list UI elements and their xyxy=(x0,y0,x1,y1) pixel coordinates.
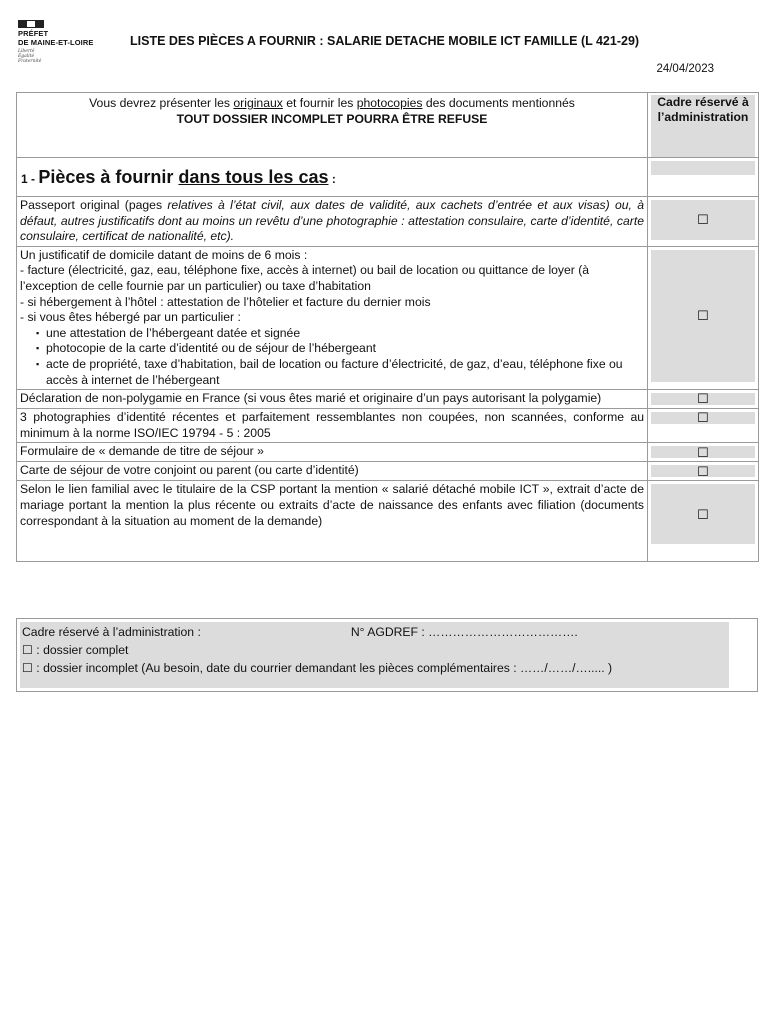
lien-familial-cell: Selon le lien familial avec le titulaire de la CSP portant la mention « salarié détaché mobile ICT », extrait d’acte de mariage portant la mention la plus récente ou extraits d’acte de naissance des enfants avec filiation (documents correspondant à la situation au moment de la demande) xyxy=(17,481,648,562)
incomplete-warning: TOUT DOSSIER INCOMPLET POURRA ÊTRE REFUSE xyxy=(176,111,488,126)
admin-reserved-shade xyxy=(20,622,729,688)
section-title-emphasis: dans tous les cas xyxy=(178,167,329,187)
list-item: ▪ une attestation de l’hébergeant datée et signée xyxy=(46,326,644,342)
passport-details: relatives à l’état civil, aux dates de validité, aux cachets d’entrée et aux visas) ou, à défaut, autres justificatifs dont au moins un revêtu d’une photographie : attestation consulaire, carte d’identité, carte consulaire, certificat de nationalité, etc). xyxy=(20,198,644,244)
passport-text: Passeport original (pages xyxy=(20,198,168,212)
logo-line-2: DE MAINE-ET-LOIRE xyxy=(18,37,94,47)
domicile-line-1: Un justificatif de domicile datant de moins de 6 mois : xyxy=(20,247,308,262)
passport-checkbox[interactable]: ☐ xyxy=(651,200,755,240)
section-title xyxy=(17,158,648,197)
carte-conjoint-check-cell xyxy=(648,462,759,481)
instructions-text xyxy=(20,96,644,112)
domicile-check-cell xyxy=(648,246,759,389)
motto-fraternite: Fraternité xyxy=(18,59,42,64)
table-row xyxy=(17,409,759,443)
table-row xyxy=(17,390,759,409)
lien-familial-checkbox[interactable]: ☐ xyxy=(651,484,755,544)
section-row xyxy=(17,158,759,197)
formulaire-cell: Formulaire de « demande de titre de séjour » xyxy=(17,443,648,462)
table-row xyxy=(17,481,759,562)
table-row xyxy=(17,462,759,481)
admin-header-label: Cadre réservé à l’administration xyxy=(651,95,755,157)
logo-motto xyxy=(18,49,118,64)
polygamie-checkbox[interactable]: ☐ xyxy=(651,393,755,405)
originals-word: originaux xyxy=(233,96,283,110)
admin-reserved-box xyxy=(16,618,758,692)
list-item: ▪ acte de propriété, taxe d’habitation, bail de location ou facture d’électricité, de gaz, d’eau, téléphone fixe ou accès à internet de l’hébergeant xyxy=(46,357,644,388)
polygamie-cell: Déclaration de non-polygamie en France (si vous êtes marié et originaire d’un pays autorisant la polygamie) xyxy=(17,390,648,409)
lien-familial-check-cell xyxy=(648,481,759,562)
section-title-colon: : xyxy=(328,172,336,186)
photos-check-cell xyxy=(648,409,759,443)
carte-conjoint-checkbox[interactable]: ☐ xyxy=(651,465,755,477)
domicile-checkbox[interactable]: ☐ xyxy=(651,250,755,382)
document-title: LISTE DES PIÈCES A FOURNIR : SALARIE DETACHE MOBILE ICT FAMILLE (L 421-29) xyxy=(130,34,640,48)
motto-liberte: Liberté xyxy=(18,49,35,54)
section-admin-shade xyxy=(651,161,755,175)
formulaire-checkbox[interactable]: ☐ xyxy=(651,446,755,458)
domicile-line-3: - si hébergement à l’hôtel : attestation de l’hôtelier et facture du dernier mois xyxy=(20,294,431,309)
intro-text: Vous devrez présenter les xyxy=(89,96,234,110)
photos-checkbox[interactable]: ☐ xyxy=(651,412,755,424)
domicile-line-2: - facture (électricité, gaz, eau, téléphone fixe, accès à internet) ou bail de location ou quittance de loyer (à l’exception de celle fournie par un particulier) ou taxe d’habitation xyxy=(20,263,590,293)
polygamie-check-cell xyxy=(648,390,759,409)
dossier-complet-checkbox[interactable]: ☐ : dossier complet xyxy=(22,643,129,657)
table-row xyxy=(17,443,759,462)
domicile-cell xyxy=(17,246,648,389)
motto-egalite: Égalité xyxy=(18,54,35,59)
instructions-cell xyxy=(17,93,648,158)
marianne-flag-icon xyxy=(18,20,44,28)
document-date: 24/04/2023 xyxy=(656,63,714,75)
admin-header-cell xyxy=(648,93,759,158)
list-item: ▪ photocopie de la carte d’identité ou de séjour de l’hébergeant xyxy=(46,341,644,357)
section-number: 1 - xyxy=(21,172,39,186)
passport-check-cell xyxy=(648,197,759,247)
logo-line-1: PRÉFET xyxy=(18,29,49,38)
table-header-row xyxy=(17,93,759,158)
domicile-line-4: - si vous êtes hébergé par un particulier : xyxy=(20,310,241,325)
passport-cell xyxy=(17,197,648,247)
admin-label-line xyxy=(22,623,727,641)
agdref-field[interactable]: N° AGDREF : ………………………………. xyxy=(350,625,578,639)
table-row xyxy=(17,197,759,247)
photos-cell: 3 photographies d’identité récentes et parfaitement ressemblantes non coupées, non scannées, conforme au minimum à la norme ISO/IEC 19794 - 5 : 2005 xyxy=(17,409,648,443)
section-admin-cell xyxy=(648,158,759,197)
intro-end-text: des documents mentionnés xyxy=(422,96,575,110)
photocopies-word: photocopies xyxy=(356,96,423,110)
prefecture-logo xyxy=(18,20,118,64)
formulaire-check-cell xyxy=(648,443,759,462)
carte-conjoint-cell: Carte de séjour de votre conjoint ou parent (ou carte d’identité) xyxy=(17,462,648,481)
documents-table xyxy=(16,92,759,562)
table-row xyxy=(17,246,759,389)
section-title-text: Pièces à fournir xyxy=(38,167,179,187)
intro-middle-text: et fournir les xyxy=(282,96,357,110)
hebergement-list xyxy=(20,326,644,388)
admin-label: Cadre réservé à l’administration : xyxy=(22,625,201,639)
dossier-incomplet-checkbox[interactable]: ☐ : dossier incomplet (Au besoin, date du courrier demandant les pièces complémentaires : ……/……/…..... ) xyxy=(22,661,613,675)
